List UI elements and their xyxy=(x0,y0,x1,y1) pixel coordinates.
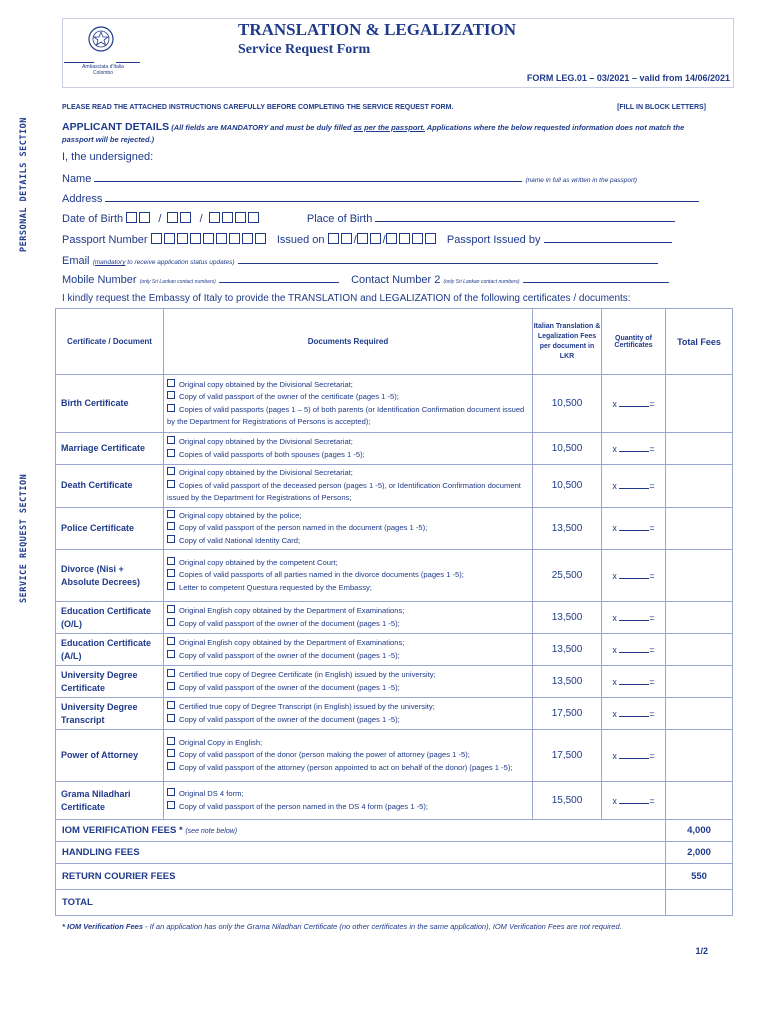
quantity-cell[interactable] xyxy=(602,602,666,634)
passport-box[interactable] xyxy=(203,233,214,244)
document-requirement xyxy=(167,650,529,663)
summary-label-text: RETURN COURIER FEES xyxy=(62,871,176,882)
certificate-name: Divorce (Nisi + Absolute Decrees) xyxy=(56,550,164,602)
requirement-checkbox[interactable] xyxy=(167,737,175,745)
email-hint: to receive application status updates) xyxy=(125,259,235,266)
requirement-text: Original copy obtained by the Divisional Secretariat; xyxy=(179,437,353,446)
logo-rule-left xyxy=(64,62,94,63)
emblem-icon xyxy=(86,24,116,54)
table-row xyxy=(56,730,733,782)
certificate-name: Marriage Certificate xyxy=(56,433,164,465)
certificate-name: Police Certificate xyxy=(56,507,164,550)
requirement-checkbox[interactable] xyxy=(167,749,175,757)
document-requirement xyxy=(167,801,529,814)
requirement-text: Original copy obtained by the Divisional Secretariat; xyxy=(179,379,353,389)
requirement-text: Certified true copy of Degree Transcript (in English) issued by the university; xyxy=(179,702,435,711)
document-requirement xyxy=(167,569,529,582)
summary-hint: (see note below) xyxy=(185,828,238,835)
requirement-checkbox[interactable] xyxy=(167,391,175,399)
fee-value: 13,500 xyxy=(533,666,602,698)
quantity-field[interactable] xyxy=(619,524,649,531)
passport-box[interactable] xyxy=(151,233,162,244)
qty-equals: = xyxy=(649,676,655,687)
mobile-field[interactable] xyxy=(219,273,339,283)
passport-box[interactable] xyxy=(190,233,201,244)
document-requirement xyxy=(167,557,529,570)
fee-value: 15,500 xyxy=(533,782,602,820)
fee-value: 17,500 xyxy=(533,730,602,782)
quantity-cell[interactable] xyxy=(602,730,666,782)
address-field[interactable] xyxy=(105,192,699,202)
certificate-name: Education Certificate (A/L) xyxy=(56,634,164,666)
quantity-field[interactable] xyxy=(619,678,649,685)
requirement-text: Copy of valid passport of the owner of the document (pages 1 -5); xyxy=(179,714,400,724)
issued-box[interactable] xyxy=(386,233,397,244)
summary-label-text: HANDLING FEES xyxy=(62,847,140,858)
col-header-documents: Documents Required xyxy=(164,309,533,375)
summary-label-text: TOTAL xyxy=(62,897,93,908)
qty-x: x xyxy=(612,676,617,687)
documents-required xyxy=(164,602,533,634)
document-requirement xyxy=(167,480,529,505)
table-row xyxy=(56,698,733,730)
documents-required xyxy=(164,782,533,820)
total-fee-cell[interactable] xyxy=(666,698,733,730)
issued-box[interactable] xyxy=(412,233,423,244)
quantity-cell[interactable] xyxy=(602,698,666,730)
issued-box[interactable] xyxy=(370,233,381,244)
quantity-cell[interactable] xyxy=(602,782,666,820)
quantity-field[interactable] xyxy=(619,710,649,717)
quantity-field[interactable] xyxy=(619,752,649,759)
quantity-field[interactable] xyxy=(619,572,649,579)
qty-equals: = xyxy=(649,795,655,806)
fee-value: 13,500 xyxy=(533,602,602,634)
total-fee-cell[interactable] xyxy=(666,666,733,698)
logo-rule-right xyxy=(116,62,140,63)
iom-note xyxy=(62,921,712,932)
document-requirement xyxy=(167,436,529,449)
summary-label xyxy=(56,842,666,864)
undersigned-label: I, the undersigned: xyxy=(62,151,154,163)
certificate-name: University Degree Transcript xyxy=(56,698,164,730)
logo-caption: Ambasciata d'Italia Colombo xyxy=(82,64,124,76)
requirement-text: Original copy obtained by the competent Court; xyxy=(179,557,338,567)
applicant-note-a: (All fields are MANDATORY and must be duly filled xyxy=(171,123,354,132)
summary-value: 4,000 xyxy=(666,820,733,842)
contact-row xyxy=(62,273,669,286)
contact2-label: Contact Number 2 xyxy=(351,274,441,286)
requirement-text: Copies of valid passports of both spouses (pages 1 -5); xyxy=(179,449,365,459)
table-row xyxy=(56,433,733,465)
applicant-note-b: Applications where the below requested information does not match the passport will be rejected.) xyxy=(62,123,685,144)
name-label: Name xyxy=(62,173,92,185)
form-code: FORM LEG.01 – 03/2021 – valid from 14/06/2021 xyxy=(526,73,730,83)
total-fee-cell[interactable] xyxy=(666,730,733,782)
requirement-text: Copy of valid passport of the person named in the DS 4 form (pages 1 -5); xyxy=(179,801,429,811)
requirement-text: Copy of valid passport of the owner of the certificate (pages 1 -5); xyxy=(179,392,399,401)
document-requirement xyxy=(167,714,529,727)
certificate-name: Power of Attorney xyxy=(56,730,164,782)
requirement-checkbox[interactable] xyxy=(167,650,175,658)
summary-label xyxy=(56,820,666,842)
qty-equals: = xyxy=(649,443,655,454)
fee-value: 13,500 xyxy=(533,634,602,666)
mobile-hint: (only Sri Lankan contact numbers) xyxy=(139,279,216,285)
total-fee-cell[interactable] xyxy=(666,602,733,634)
dob-box[interactable] xyxy=(209,212,220,223)
requirement-text: Copy of valid National Identity Card; xyxy=(179,535,301,545)
summary-row xyxy=(56,864,733,890)
quantity-field[interactable] xyxy=(619,400,649,407)
certificate-name: Birth Certificate xyxy=(56,375,164,433)
service-section-label: SERVICE REQUEST SECTION xyxy=(19,473,29,603)
table-row xyxy=(56,602,733,634)
documents-required xyxy=(164,375,533,433)
quantity-field[interactable] xyxy=(619,797,649,804)
requirement-text: Original Copy in English; xyxy=(179,737,263,747)
applicant-heading: APPLICANT DETAILS xyxy=(62,121,170,133)
quantity-cell[interactable] xyxy=(602,507,666,550)
qty-x: x xyxy=(612,644,617,655)
document-requirement xyxy=(167,522,529,535)
quantity-cell[interactable] xyxy=(602,433,666,465)
quantity-cell[interactable] xyxy=(602,550,666,602)
requirement-text: Copy of valid passport of the donor (person making the power of attorney (pages 1 -5); xyxy=(179,750,470,760)
personal-section-label: PERSONAL DETAILS SECTION xyxy=(19,117,29,252)
requirement-text: Copy of valid passport of the owner of the document (pages 1 -5); xyxy=(179,650,400,660)
requirement-text: Copy of valid passport of the attorney (person appointed to act on behalf of the donor) (pages 1 -5); xyxy=(179,762,513,772)
passport-issued-by-field[interactable] xyxy=(544,233,672,243)
requirement-text: Copy of valid passport of the owner of the document (pages 1 -5); xyxy=(179,682,400,692)
summary-value: 550 xyxy=(666,864,733,890)
fee-value: 10,500 xyxy=(533,375,602,433)
quantity-cell[interactable] xyxy=(602,375,666,433)
document-requirement xyxy=(167,582,529,595)
requirement-checkbox[interactable] xyxy=(167,569,175,577)
fee-value: 17,500 xyxy=(533,698,602,730)
qty-equals: = xyxy=(649,750,655,761)
summary-label-text: IOM VERIFICATION FEES * xyxy=(62,825,183,836)
document-requirement xyxy=(167,682,529,695)
issued-box[interactable] xyxy=(399,233,410,244)
requirement-text: Certified true copy of Degree Certificate (in English) issued by the university; xyxy=(179,670,436,679)
quantity-field[interactable] xyxy=(619,614,649,621)
fee-value: 10,500 xyxy=(533,465,602,508)
requirement-checkbox[interactable] xyxy=(167,535,175,543)
fee-value: 13,500 xyxy=(533,507,602,550)
qty-x: x xyxy=(612,708,617,719)
total-fee-cell[interactable] xyxy=(666,507,733,550)
issued-box[interactable] xyxy=(357,233,368,244)
quantity-cell[interactable] xyxy=(602,465,666,508)
documents-required xyxy=(164,550,533,602)
qty-equals: = xyxy=(649,708,655,719)
qty-x: x xyxy=(612,443,617,454)
email-hint-mandatory: mandatory xyxy=(94,259,126,266)
documents-required xyxy=(164,634,533,666)
requirement-checkbox[interactable] xyxy=(167,379,175,387)
qty-x: x xyxy=(612,750,617,761)
requirement-checkbox[interactable] xyxy=(167,637,175,645)
address-label: Address xyxy=(62,193,103,205)
table-row xyxy=(56,634,733,666)
dob-box[interactable] xyxy=(235,212,246,223)
requirement-text: Copies of valid passport of the deceased person (pages 1 -5), or Identification Confirmation document issued by the Department for Registrations of Persons; xyxy=(167,480,521,502)
document-requirement xyxy=(167,762,529,775)
requirement-checkbox[interactable] xyxy=(167,669,175,677)
col-header-quantity: Quantity of Certificates xyxy=(602,309,666,375)
requirement-checkbox[interactable] xyxy=(167,605,175,613)
passport-row: Passport Number Issued on / / Passport Issued by xyxy=(62,233,672,246)
issued-box[interactable] xyxy=(341,233,352,244)
dob-row: Date of Birth / / Place of Birth xyxy=(62,212,675,225)
quantity-field[interactable] xyxy=(619,646,649,653)
requirement-checkbox[interactable] xyxy=(167,714,175,722)
document-requirement xyxy=(167,788,529,801)
requirement-text: Original copy obtained by the Divisional Secretariat; xyxy=(179,468,353,477)
requirement-checkbox[interactable] xyxy=(167,582,175,590)
document-requirement xyxy=(167,637,529,650)
qty-equals: = xyxy=(649,398,655,409)
document-requirement xyxy=(167,404,529,429)
requirement-checkbox[interactable] xyxy=(167,467,175,475)
dob-box[interactable] xyxy=(126,212,137,223)
email-field[interactable] xyxy=(238,254,658,264)
table-row xyxy=(56,465,733,508)
requirement-checkbox[interactable] xyxy=(167,480,175,488)
requirement-checkbox[interactable] xyxy=(167,522,175,530)
qty-x: x xyxy=(612,570,617,581)
passport-box[interactable] xyxy=(216,233,227,244)
total-fee-cell[interactable] xyxy=(666,782,733,820)
certificate-table xyxy=(55,308,733,916)
total-fee-cell[interactable] xyxy=(666,433,733,465)
qty-x: x xyxy=(612,612,617,623)
passport-box[interactable] xyxy=(255,233,266,244)
document-requirement xyxy=(167,391,529,404)
certificate-name: Grama Niladhari Certificate xyxy=(56,782,164,820)
table-row xyxy=(56,375,733,433)
name-field[interactable] xyxy=(94,172,522,182)
certificate-name: Death Certificate xyxy=(56,465,164,508)
total-fee-cell[interactable] xyxy=(666,465,733,508)
applicant-note-underlined: as per the passport. xyxy=(353,123,425,132)
passport-number-label: Passport Number xyxy=(62,234,148,246)
summary-row xyxy=(56,842,733,864)
passport-box[interactable] xyxy=(242,233,253,244)
passport-box[interactable] xyxy=(164,233,175,244)
requirement-checkbox[interactable] xyxy=(167,557,175,565)
fee-value: 25,500 xyxy=(533,550,602,602)
requirement-checkbox[interactable] xyxy=(167,510,175,518)
iom-note-text: - If an application has only the Grama Niladhari Certificate (no other certificates in the same application), IOM Verification Fees are not required. xyxy=(143,922,622,931)
requirement-text: Copy of valid passport of the owner of the document (pages 1 -5); xyxy=(179,618,400,628)
quantity-cell[interactable] xyxy=(602,666,666,698)
dob-box[interactable] xyxy=(180,212,191,223)
summary-row xyxy=(56,890,733,916)
qty-equals: = xyxy=(649,612,655,623)
form-title: TRANSLATION & LEGALIZATION xyxy=(238,20,517,39)
document-requirement xyxy=(167,449,529,462)
passport-box[interactable] xyxy=(177,233,188,244)
col-header-total: Total Fees xyxy=(666,309,733,375)
requirement-checkbox[interactable] xyxy=(167,701,175,709)
passport-box[interactable] xyxy=(229,233,240,244)
quantity-cell[interactable] xyxy=(602,634,666,666)
page-number: 1/2 xyxy=(695,946,708,956)
request-text: I kindly request the Embassy of Italy to provide the TRANSLATION and LEGALIZATION of the following certificates / documents: xyxy=(62,293,631,304)
summary-row xyxy=(56,820,733,842)
quantity-field[interactable] xyxy=(619,482,649,489)
summary-value[interactable] xyxy=(666,890,733,916)
name-row xyxy=(62,172,637,185)
documents-required xyxy=(164,730,533,782)
mobile-label: Mobile Number xyxy=(62,274,137,286)
table-row xyxy=(56,550,733,602)
issued-box[interactable] xyxy=(328,233,339,244)
form-subtitle: Service Request Form xyxy=(238,42,371,57)
passport-issued-by-label: Passport Issued by xyxy=(446,234,541,246)
place-of-birth-field[interactable] xyxy=(375,212,675,222)
col-header-fees: Italian Translation & Legalization Fees per document in LKR xyxy=(533,309,602,375)
contact2-hint: (only Sri Lankan contact numbers) xyxy=(443,279,520,285)
total-fee-cell[interactable] xyxy=(666,375,733,433)
qty-equals: = xyxy=(649,480,655,491)
requirement-checkbox[interactable] xyxy=(167,618,175,626)
dob-box[interactable] xyxy=(139,212,150,223)
document-requirement xyxy=(167,510,529,523)
certificate-name: University Degree Certificate xyxy=(56,666,164,698)
document-requirement xyxy=(167,618,529,631)
certificate-name: Education Certificate (O/L) xyxy=(56,602,164,634)
qty-x: x xyxy=(612,480,617,491)
summary-label xyxy=(56,890,666,916)
requirement-text: Original English copy obtained by the Department of Examinations; xyxy=(179,606,405,615)
requirement-checkbox[interactable] xyxy=(167,788,175,796)
dob-box[interactable] xyxy=(222,212,233,223)
requirement-text: Original copy obtained by the police; xyxy=(179,510,302,520)
block-letters-note: [FILL IN BLOCK LETTERS] xyxy=(617,104,706,111)
contact2-field[interactable] xyxy=(523,273,669,283)
requirement-text: Copies of valid passports of all parties named in the divorce documents (pages 1 -5); xyxy=(179,570,464,580)
quantity-field[interactable] xyxy=(619,445,649,452)
document-requirement xyxy=(167,605,529,618)
email-label: Email xyxy=(62,255,90,267)
requirement-checkbox[interactable] xyxy=(167,449,175,457)
documents-required xyxy=(164,433,533,465)
requirement-text: Original DS 4 form; xyxy=(179,789,244,798)
documents-required xyxy=(164,698,533,730)
email-row: Email (mandatory to receive application status updates) xyxy=(62,254,658,267)
requirement-text: Copies of valid passports (pages 1 – 5) of both parents (or Identification Confirmation document issued by the Department for Registrations of Persons is accepted); xyxy=(167,404,525,426)
address-row xyxy=(62,192,699,205)
qty-x: x xyxy=(612,398,617,409)
document-requirement xyxy=(167,467,529,480)
qty-equals: = xyxy=(649,570,655,581)
qty-equals: = xyxy=(649,644,655,655)
document-requirement xyxy=(167,535,529,548)
instructions-text: PLEASE READ THE ATTACHED INSTRUCTIONS CAREFULLY BEFORE COMPLETING THE SERVICE REQUEST FORM. xyxy=(62,104,454,111)
applicant-details-heading xyxy=(62,121,712,146)
dob-box[interactable] xyxy=(248,212,259,223)
fee-value: 10,500 xyxy=(533,433,602,465)
iom-note-star: * IOM Verification Fees xyxy=(62,922,143,931)
table-row xyxy=(56,666,733,698)
dob-box[interactable] xyxy=(167,212,178,223)
dob-label: Date of Birth xyxy=(62,213,124,225)
document-requirement xyxy=(167,749,529,762)
total-fee-cell[interactable] xyxy=(666,550,733,602)
total-fee-cell[interactable] xyxy=(666,634,733,666)
document-requirement xyxy=(167,669,529,682)
qty-x: x xyxy=(612,795,617,806)
table-row xyxy=(56,782,733,820)
requirement-text: Copy of valid passport of the person named in the document (pages 1 -5); xyxy=(179,523,428,532)
document-requirement xyxy=(167,737,529,750)
requirement-text: Original English copy obtained by the Department of Examinations; xyxy=(179,638,405,647)
documents-required xyxy=(164,465,533,508)
name-hint: (name in full as written in the passport) xyxy=(525,177,638,184)
requirement-checkbox[interactable] xyxy=(167,436,175,444)
qty-equals: = xyxy=(649,523,655,534)
summary-label xyxy=(56,864,666,890)
summary-value: 2,000 xyxy=(666,842,733,864)
table-row xyxy=(56,507,733,550)
document-requirement xyxy=(167,701,529,714)
requirement-checkbox[interactable] xyxy=(167,404,175,412)
requirement-checkbox[interactable] xyxy=(167,682,175,690)
qty-x: x xyxy=(612,523,617,534)
requirement-checkbox[interactable] xyxy=(167,762,175,770)
requirement-checkbox[interactable] xyxy=(167,801,175,809)
documents-required xyxy=(164,507,533,550)
issued-box[interactable] xyxy=(425,233,436,244)
requirement-text: Letter to competent Questura requested by the Embassy; xyxy=(179,582,372,592)
col-header-certificate: Certificate / Document xyxy=(56,309,164,375)
documents-required xyxy=(164,666,533,698)
issued-on-label: Issued on xyxy=(276,234,325,246)
place-of-birth-label: Place of Birth xyxy=(306,213,373,225)
document-requirement xyxy=(167,379,529,392)
